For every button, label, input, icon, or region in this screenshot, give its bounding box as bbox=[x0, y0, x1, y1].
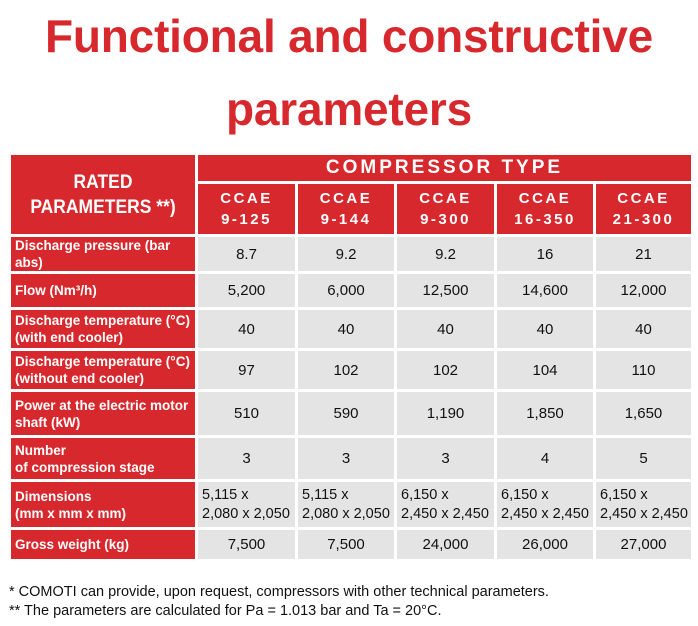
row-label bbox=[11, 351, 195, 389]
row-label-line2: (with end cooler) bbox=[15, 330, 123, 345]
table-cell: 590 bbox=[298, 392, 394, 435]
cell-line1: 5,115 x bbox=[202, 486, 249, 503]
cell-line1: 6,150 x bbox=[401, 486, 449, 503]
model-header bbox=[298, 184, 394, 234]
table-cell: 14,600 bbox=[497, 274, 593, 307]
table-cell: 12,000 bbox=[596, 274, 691, 307]
row-label-line2: shaft (kW) bbox=[15, 414, 81, 430]
model-header bbox=[596, 184, 691, 234]
table-cell: 8.7 bbox=[198, 237, 295, 271]
table-row bbox=[11, 351, 691, 389]
model-header-line2: 21-300 bbox=[612, 211, 675, 228]
table-cell: 40 bbox=[596, 310, 691, 348]
model-header-line2: 9-144 bbox=[320, 211, 372, 228]
model-header-line1: CCAE bbox=[319, 190, 373, 207]
table-cell: 9.2 bbox=[397, 237, 494, 271]
table-cell: 12,500 bbox=[397, 274, 494, 307]
row-label-line1: Power at the electric motor bbox=[15, 397, 189, 413]
table-cell: 7,500 bbox=[198, 530, 295, 559]
model-header-line2: 9-300 bbox=[420, 211, 471, 228]
cell-line2: 2,450 x 2,450 bbox=[401, 505, 489, 522]
cell-line2: 2,080 x 2,050 bbox=[202, 505, 290, 522]
table-cell: 21 bbox=[596, 237, 691, 271]
table-cell: 5,200 bbox=[198, 274, 295, 307]
table-cell bbox=[198, 482, 295, 527]
page-title-line2: parameters bbox=[225, 83, 473, 135]
cell-line2: 2,450 x 2,450 bbox=[501, 505, 589, 522]
table-cell: 102 bbox=[397, 351, 494, 389]
table-cell: 40 bbox=[298, 310, 394, 348]
parameters-table bbox=[8, 152, 694, 562]
page-title bbox=[0, 0, 698, 146]
table-cell: 4 bbox=[497, 438, 593, 479]
table-cell: 1,650 bbox=[596, 392, 691, 435]
table-cell: 3 bbox=[198, 438, 295, 479]
footnote-custom-parameters: * COMOTI can provide, upon request, compressors with other technical parameters. bbox=[9, 584, 549, 600]
model-header bbox=[397, 184, 494, 234]
row-label-line1: Discharge temperature (°C) bbox=[15, 313, 190, 328]
row-label bbox=[11, 310, 195, 348]
table-cell: 40 bbox=[397, 310, 494, 348]
table-cell: 5 bbox=[596, 438, 691, 479]
row-label: Gross weight (kg) bbox=[11, 530, 195, 559]
table-cell: 6,000 bbox=[298, 274, 394, 307]
table-cell: 16 bbox=[497, 237, 593, 271]
model-header-line1: CCAE bbox=[617, 190, 670, 207]
table-cell: 3 bbox=[397, 438, 494, 479]
table-cell: 1,850 bbox=[497, 392, 593, 435]
footnote-calculation-conditions: ** The parameters are calculated for Pa = 1.013 bar and Ta = 20°C. bbox=[9, 603, 442, 619]
model-header-line1: CCAE bbox=[220, 190, 273, 207]
table-row bbox=[11, 392, 691, 435]
table-cell bbox=[596, 482, 691, 527]
row-label bbox=[11, 392, 195, 435]
model-header bbox=[497, 184, 593, 234]
table-cell: 510 bbox=[198, 392, 295, 435]
table-cell: 40 bbox=[198, 310, 295, 348]
table-cell: 1,190 bbox=[397, 392, 494, 435]
model-header-line2: 16-350 bbox=[514, 211, 576, 228]
table-row bbox=[11, 310, 691, 348]
rated-parameters-header bbox=[11, 155, 195, 234]
table-row bbox=[11, 237, 691, 271]
table-cell: 3 bbox=[298, 438, 394, 479]
row-label-line2: (without end cooler) bbox=[15, 371, 144, 386]
cell-line1: 5,115 x bbox=[302, 486, 349, 503]
model-header-line1: CCAE bbox=[518, 190, 572, 207]
model-header-line1: CCAE bbox=[419, 190, 472, 207]
table-cell: 9.2 bbox=[298, 237, 394, 271]
table-cell: 110 bbox=[596, 351, 691, 389]
compressor-type-header: COMPRESSOR TYPE bbox=[198, 155, 691, 181]
table-row bbox=[11, 530, 691, 559]
cell-line2: 2,450 x 2,450 bbox=[600, 505, 688, 522]
table-cell: 104 bbox=[497, 351, 593, 389]
table-cell: 7,500 bbox=[298, 530, 394, 559]
table-row bbox=[11, 274, 691, 307]
table-cell: 102 bbox=[298, 351, 394, 389]
table-cell: 40 bbox=[497, 310, 593, 348]
rated-parameters-header-line1: RATED bbox=[73, 171, 133, 193]
row-label-line2: of compression stage bbox=[15, 459, 155, 475]
row-label-line1: Dimensions bbox=[15, 488, 92, 504]
table-cell bbox=[298, 482, 394, 527]
cell-line1: 6,150 x bbox=[501, 486, 549, 503]
table-row bbox=[11, 438, 691, 479]
row-label-line1: Number bbox=[15, 442, 67, 458]
table-cell bbox=[497, 482, 593, 527]
row-label bbox=[11, 438, 195, 479]
row-label: Discharge pressure (bar abs) bbox=[11, 237, 195, 271]
table-row bbox=[11, 482, 691, 527]
model-header-line2: 9-125 bbox=[221, 211, 272, 228]
table-cell: 27,000 bbox=[596, 530, 691, 559]
cell-line2: 2,080 x 2,050 bbox=[302, 505, 390, 522]
cell-line1: 6,150 x bbox=[600, 486, 648, 503]
row-label bbox=[11, 482, 195, 527]
row-label: Flow (Nm³/h) bbox=[11, 274, 195, 307]
footnotes bbox=[9, 583, 549, 621]
page-title-line1: Functional and constructive bbox=[44, 10, 653, 62]
row-label-line1: Discharge temperature (°C) bbox=[15, 354, 190, 369]
table-cell: 97 bbox=[198, 351, 295, 389]
table-cell bbox=[397, 482, 494, 527]
model-header bbox=[198, 184, 295, 234]
rated-parameters-header-line2: PARAMETERS **) bbox=[30, 196, 176, 218]
row-label-line2: (mm x mm x mm) bbox=[15, 505, 127, 521]
table-cell: 24,000 bbox=[397, 530, 494, 559]
table-cell: 26,000 bbox=[497, 530, 593, 559]
